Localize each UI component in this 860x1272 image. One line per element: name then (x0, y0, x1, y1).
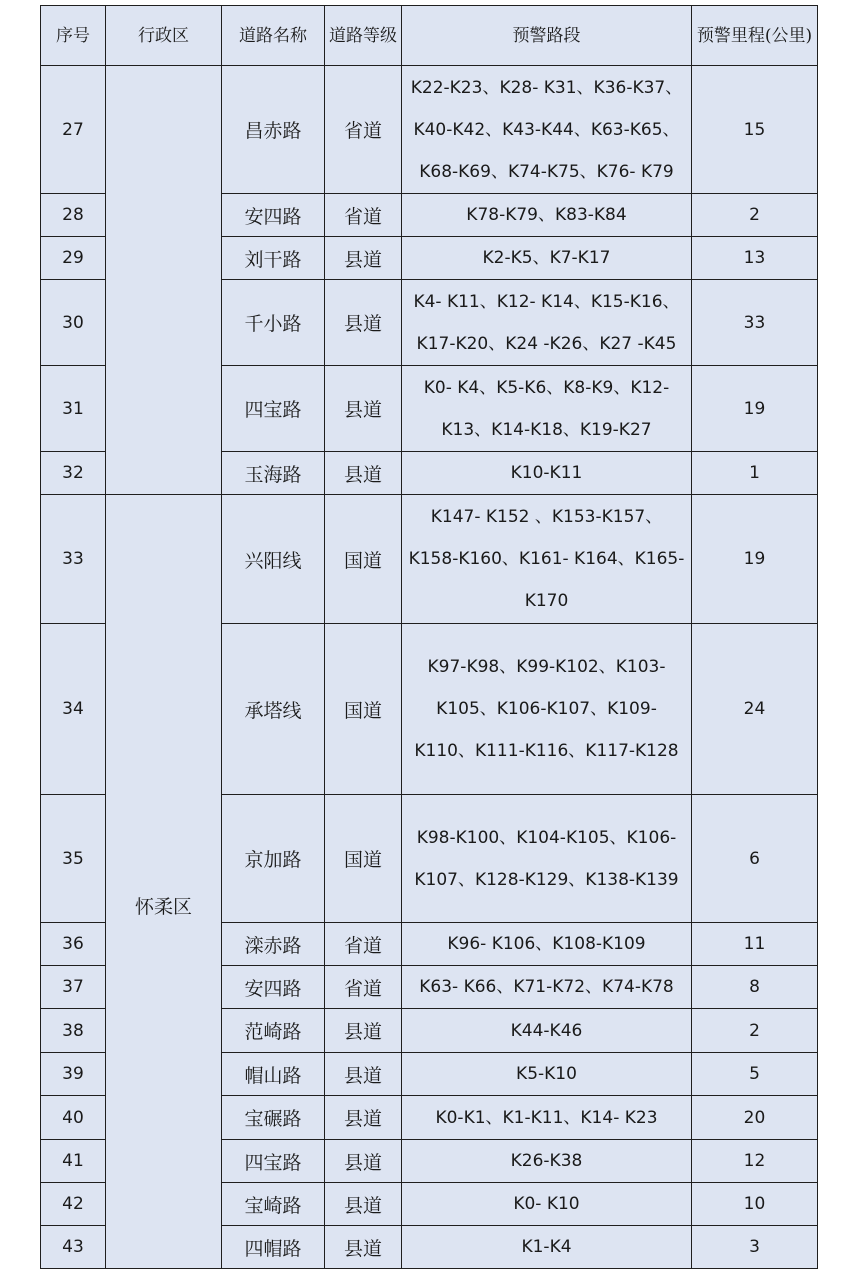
warning-mileage: 24 (692, 624, 818, 795)
warning-mileage: 20 (692, 1096, 818, 1140)
table-row (41, 66, 818, 194)
warning-segments: K4- K11、K12- K14、K15-K16、K17-K20、K24 -K26、K27 -K45 (402, 280, 692, 366)
warning-segments: K10-K11 (402, 452, 692, 495)
row-index: 36 (41, 923, 106, 966)
warning-mileage: 13 (692, 237, 818, 280)
warning-segments: K26-K38 (402, 1140, 692, 1183)
warning-segments: K5-K10 (402, 1053, 692, 1096)
road-name: 四宝路 (222, 1140, 325, 1183)
warning-mileage: 6 (692, 795, 818, 923)
table-body (41, 66, 818, 1269)
road-name: 承塔线 (222, 624, 325, 795)
warning-mileage: 1 (692, 452, 818, 495)
row-index: 43 (41, 1226, 106, 1269)
road-grade: 县道 (325, 1226, 402, 1269)
warning-segments: K63- K66、K71-K72、K74-K78 (402, 966, 692, 1009)
row-index: 32 (41, 452, 106, 495)
road-grade: 县道 (325, 366, 402, 452)
road-name: 千小路 (222, 280, 325, 366)
warning-segments: K147- K152 、K153-K157、K158-K160、K161- K164、K165-K170 (402, 495, 692, 624)
road-name: 宝崎路 (222, 1183, 325, 1226)
row-index: 42 (41, 1183, 106, 1226)
warning-mileage: 19 (692, 366, 818, 452)
warning-segments: K0-K1、K1-K11、K14- K23 (402, 1096, 692, 1140)
road-name: 四宝路 (222, 366, 325, 452)
row-index: 27 (41, 66, 106, 194)
road-name: 范崎路 (222, 1009, 325, 1053)
row-index: 35 (41, 795, 106, 923)
road-grade: 国道 (325, 624, 402, 795)
road-name: 昌赤路 (222, 66, 325, 194)
row-index: 38 (41, 1009, 106, 1053)
warning-mileage: 19 (692, 495, 818, 624)
row-index: 41 (41, 1140, 106, 1183)
district-cell (106, 495, 222, 1269)
warning-mileage: 10 (692, 1183, 818, 1226)
warning-mileage: 2 (692, 194, 818, 237)
warning-segments: K96- K106、K108-K109 (402, 923, 692, 966)
row-index: 29 (41, 237, 106, 280)
warning-segments: K0- K10 (402, 1183, 692, 1226)
road-grade: 县道 (325, 237, 402, 280)
header-district: 行政区 (106, 6, 222, 66)
district-cell (106, 66, 222, 495)
warning-mileage: 33 (692, 280, 818, 366)
road-name: 四帽路 (222, 1226, 325, 1269)
row-index: 39 (41, 1053, 106, 1096)
road-grade: 省道 (325, 194, 402, 237)
warning-segments: K1-K4 (402, 1226, 692, 1269)
road-grade: 县道 (325, 1009, 402, 1053)
row-index: 37 (41, 966, 106, 1009)
road-grade: 省道 (325, 966, 402, 1009)
road-grade: 国道 (325, 795, 402, 923)
row-index: 31 (41, 366, 106, 452)
road-name: 刘干路 (222, 237, 325, 280)
warning-road-table (40, 5, 818, 1269)
table-header-row (41, 6, 818, 66)
warning-segments: K44-K46 (402, 1009, 692, 1053)
row-index: 30 (41, 280, 106, 366)
row-index: 40 (41, 1096, 106, 1140)
road-name: 帽山路 (222, 1053, 325, 1096)
road-name: 安四路 (222, 194, 325, 237)
header-road-name: 道路名称 (222, 6, 325, 66)
road-grade: 县道 (325, 1096, 402, 1140)
warning-mileage: 11 (692, 923, 818, 966)
row-index: 33 (41, 495, 106, 624)
row-index: 28 (41, 194, 106, 237)
warning-mileage: 8 (692, 966, 818, 1009)
warning-segments: K22-K23、K28- K31、K36-K37、K40-K42、K43-K44、K63-K65、K68-K69、K74-K75、K76- K79 (402, 66, 692, 194)
road-grade: 县道 (325, 452, 402, 495)
row-index: 34 (41, 624, 106, 795)
warning-segments: K97-K98、K99-K102、K103-K105、K106-K107、K109-K110、K111-K116、K117-K128 (402, 624, 692, 795)
road-grade: 省道 (325, 66, 402, 194)
road-name: 安四路 (222, 966, 325, 1009)
road-name: 滦赤路 (222, 923, 325, 966)
warning-segments: K0- K4、K5-K6、K8-K9、K12-K13、K14-K18、K19-K27 (402, 366, 692, 452)
road-grade: 县道 (325, 1053, 402, 1096)
warning-mileage: 12 (692, 1140, 818, 1183)
road-grade: 县道 (325, 1140, 402, 1183)
road-grade: 县道 (325, 280, 402, 366)
warning-mileage: 2 (692, 1009, 818, 1053)
header-segments: 预警路段 (402, 6, 692, 66)
warning-segments: K2-K5、K7-K17 (402, 237, 692, 280)
road-grade: 国道 (325, 495, 402, 624)
road-grade: 省道 (325, 923, 402, 966)
road-name: 玉海路 (222, 452, 325, 495)
road-grade: 县道 (325, 1183, 402, 1226)
warning-segments: K78-K79、K83-K84 (402, 194, 692, 237)
header-road-grade: 道路等级 (325, 6, 402, 66)
header-index: 序号 (41, 6, 106, 66)
warning-mileage: 3 (692, 1226, 818, 1269)
warning-segments: K98-K100、K104-K105、K106-K107、K128-K129、K138-K139 (402, 795, 692, 923)
header-mileage: 预警里程(公里) (692, 6, 818, 66)
road-name: 宝碾路 (222, 1096, 325, 1140)
warning-mileage: 5 (692, 1053, 818, 1096)
table-row (41, 495, 818, 624)
road-name: 兴阳线 (222, 495, 325, 624)
road-name: 京加路 (222, 795, 325, 923)
warning-mileage: 15 (692, 66, 818, 194)
district-label: 怀柔区 (134, 896, 192, 918)
